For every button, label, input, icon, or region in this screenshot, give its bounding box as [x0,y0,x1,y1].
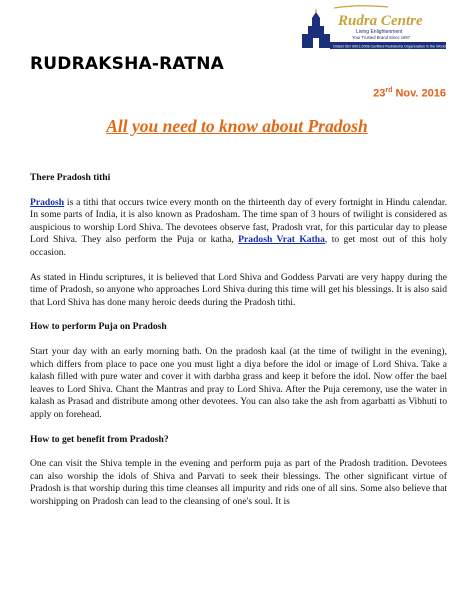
intro-end: , to get most out of this holy occasion. [30,234,447,258]
logo-graphic [298,4,446,50]
pradosh-vrat-katha-link[interactable]: Pradosh Vrat Katha [238,234,325,246]
section-heading-benefit: How to get benefit from Pradosh? [30,433,169,445]
date-suffix: rd [385,87,393,94]
logo-title: Rudra Centre [338,13,423,29]
section-heading-tithi: There Pradosh tithi [30,172,111,183]
article-body [30,172,447,520]
logo-banner: Oldest ISO 9001:2008 Certified Rudraksha Organization in the World [333,44,446,49]
document-date [373,87,446,100]
paragraph-benefits: One can visit the Shiva temple in the evening and perform puja as part of the Pradosh tradition. Devotees can also worship the idols of Shiva and Parvati to seek their blessings. The other significant virtue of Pradosh is that worship during this time cleanses all impurity and rids one of all sins. Some also believe that worshipping on Pradosh can lead to the cleansing of one's soul. It is [30,458,447,507]
paragraph-pradosh-intro [30,197,447,260]
paragraph-puja-steps: Start your day with an early morning bath. On the pradosh kaal (at the time of twilight in the evening), which differs from place to pace one you must light a diya before the idol or image of Lord Shiva. Take a kalash filled with pure water and cover it with darbha grass and keep it before the idol. Now offer the bael leaves to Lord Shiva. Chant the Mantras and pray to Lord Shiva. After the Puja ceremony, use the water in kalash as Prasad and distribute among other devotees. You can also take the ash from agarbatti as Vibhuti to apply on forehead. [30,345,447,420]
rudra-centre-logo[interactable] [298,4,446,50]
intro-text: is a tithi that occurs twice every month on the thirteenth day of every fortnight in Hindu calendar. In some parts of India, it is also known as Pradosham. The time span of 3 hours of twilight is considered as auspicious to worship Lord Shiva. The devotees observe fast, Pradosh vrat, for this particular day to please Lord Shiva. They also perform the Puja or katha, [30,196,447,246]
section-heading-puja: How to perform Puja on Pradosh [30,321,167,333]
brand-heading: RUDRAKSHA-RATNA [30,54,225,74]
logo-subline: Your Trusted Brand Since 1997 [352,35,411,40]
logo-tagline: Living Enlightenment [356,29,403,35]
article-title: All you need to know about Pradosh [106,116,368,136]
date-day: 23 [373,87,386,100]
date-rest: Nov. 2016 [392,87,446,100]
paragraph-scriptures: As stated in Hindu scriptures, it is believed that Lord Shiva and Goddess Parvati are very happy during the time of Pradosh, so anyone who approaches Lord Shiva during this time will get his blessings. It is also said that Lord Shiva has done many heroic deeds during the Pradosh tithi. [30,271,447,308]
pradosh-link[interactable]: Pradosh [30,196,65,208]
